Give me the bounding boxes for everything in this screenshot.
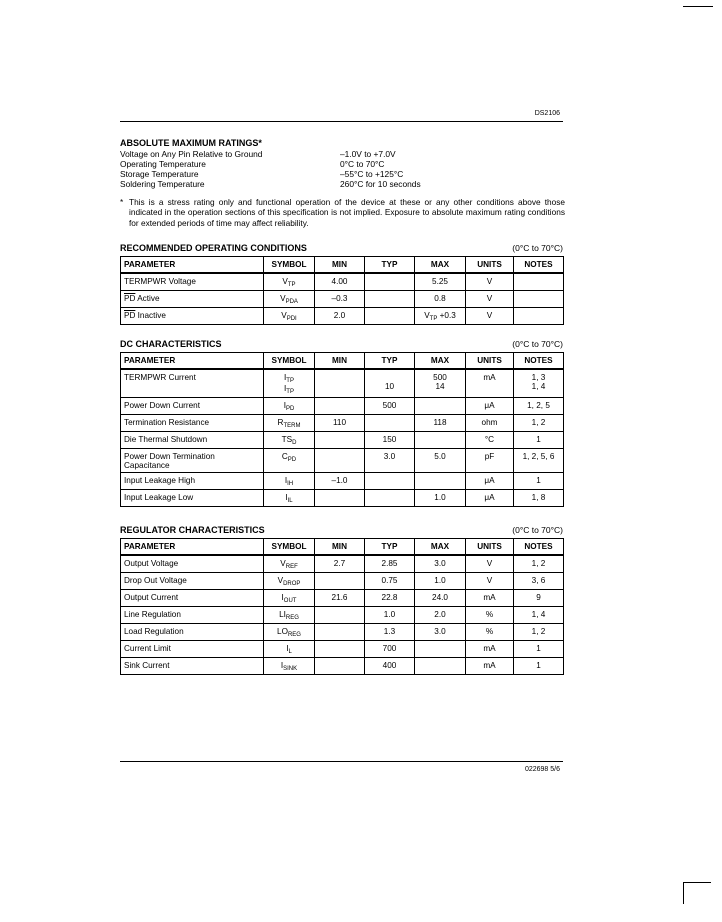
rating-row [120, 179, 520, 189]
cell-units: ohm [466, 415, 514, 432]
cell-max: 5.25 [415, 273, 466, 291]
col-typ: TYP [365, 353, 415, 370]
col-typ: TYP [365, 257, 415, 274]
cell-units: pF [466, 449, 514, 473]
col-max: MAX [415, 353, 466, 370]
table-row [121, 291, 564, 308]
footer-rule [120, 761, 563, 762]
cell-min [315, 449, 365, 473]
cell-symbol: $I_{PD}$ [264, 398, 315, 415]
cell-symbol: $V_{TP}$ [264, 273, 315, 291]
cell-min [315, 658, 365, 675]
cell-parameter: Line Regulation [121, 607, 264, 624]
cell-notes: 1, 2, 5, 6 [514, 449, 564, 473]
cell-max [415, 398, 466, 415]
table-row [121, 624, 564, 641]
cell-units: mA [466, 641, 514, 658]
col-parameter: PARAMETER [121, 353, 264, 370]
rating-label: Storage Temperature [120, 169, 199, 179]
table-row [121, 398, 564, 415]
dc-title: DC CHARACTERISTICS [120, 339, 222, 349]
cell-parameter: Output Current [121, 590, 264, 607]
cell-units: % [466, 624, 514, 641]
table-header-row [121, 257, 564, 274]
cell-units: μA [466, 398, 514, 415]
cell-units: V [466, 308, 514, 325]
cell-min: –0.3 [315, 291, 365, 308]
cell-units: mA [466, 590, 514, 607]
table-row [121, 369, 564, 398]
cell-max [415, 641, 466, 658]
cell-parameter: Load Regulation [121, 624, 264, 641]
cell-units: V [466, 273, 514, 291]
cell-min: 2.7 [315, 555, 365, 573]
dc-table [120, 352, 564, 507]
cell-symbol: $LI_{REG}$ [264, 607, 315, 624]
rating-row [120, 169, 520, 179]
col-notes: NOTES [514, 539, 564, 556]
cell-typ: 2.85 [365, 555, 415, 573]
cell-min [315, 432, 365, 449]
cell-units: V [466, 573, 514, 590]
cell-min [315, 641, 365, 658]
col-parameter: PARAMETER [121, 257, 264, 274]
cell-symbol: $I_{IL}$ [264, 490, 315, 507]
col-symbol: SYMBOL [264, 353, 315, 370]
dc-condition: (0°C to 70°C) [512, 339, 563, 349]
cell-max: $V_{TP} +0.3$ [415, 308, 466, 325]
table-row [121, 473, 564, 490]
cell-parameter: TERMPWR Current [121, 369, 264, 398]
cell-symbol: $TS_D$ [264, 432, 315, 449]
col-parameter: PARAMETER [121, 539, 264, 556]
cell-min [315, 607, 365, 624]
crop-mark-top-right [683, 6, 713, 7]
cell-typ: 500 [365, 398, 415, 415]
cell-typ: 22.8 [365, 590, 415, 607]
col-notes: NOTES [514, 353, 564, 370]
cell-min: 2.0 [315, 308, 365, 325]
col-min: MIN [315, 353, 365, 370]
cell-min: –1.0 [315, 473, 365, 490]
rating-value: –55°C to +125°C [340, 169, 404, 179]
table-row [121, 432, 564, 449]
reg-condition: (0°C to 70°C) [512, 525, 563, 535]
col-units: UNITS [466, 353, 514, 370]
table-row [121, 590, 564, 607]
cell-units: °C [466, 432, 514, 449]
cell-notes: 1 [514, 658, 564, 675]
cell-symbol: $V_{PDA}$ [264, 291, 315, 308]
cell-symbol: $V_{DROP}$ [264, 573, 315, 590]
cell-notes: 1 [514, 641, 564, 658]
abs-max-ratings [120, 149, 520, 189]
cell-typ: 1.3 [365, 624, 415, 641]
cell-units: μA [466, 473, 514, 490]
cell-max: 3.0 [415, 624, 466, 641]
rating-value: –1.0V to +7.0V [340, 149, 396, 159]
cell-min [315, 573, 365, 590]
cell-typ [365, 415, 415, 432]
col-symbol: SYMBOL [264, 539, 315, 556]
cell-parameter: Current Limit [121, 641, 264, 658]
cell-symbol: $R_{TERM}$ [264, 415, 315, 432]
cell-min [315, 398, 365, 415]
col-max: MAX [415, 257, 466, 274]
cell-notes: 1, 4 [514, 607, 564, 624]
table-row [121, 415, 564, 432]
col-min: MIN [315, 539, 365, 556]
cell-min: 4.00 [315, 273, 365, 291]
cell-max: 5.0 [415, 449, 466, 473]
note-text: This is a stress rating only and functional operation of the device at these or any other conditions above those indicated in the operation sections of this specification is not implied. Exposure to absolute maximum rating conditions for extended periods of time may affect reliability. [129, 197, 565, 228]
cell-typ: 400 [365, 658, 415, 675]
cell-notes [514, 273, 564, 291]
header-doc-code: DS2106 [534, 110, 560, 117]
col-symbol: SYMBOL [264, 257, 315, 274]
cell-notes [514, 291, 564, 308]
cell-typ [365, 490, 415, 507]
cell-symbol: $V_{REF}$ [264, 555, 315, 573]
table-row [121, 273, 564, 291]
rating-row [120, 159, 520, 169]
footer-code: 022698 5/6 [524, 766, 560, 773]
reg-title: REGULATOR CHARACTERISTICS [120, 525, 265, 535]
table-row [121, 449, 564, 473]
table-header-row [121, 353, 564, 370]
table-row [121, 641, 564, 658]
cell-symbol: $I_L$ [264, 641, 315, 658]
cell-typ [365, 273, 415, 291]
cell-units: V [466, 555, 514, 573]
table-row [121, 658, 564, 675]
cell-notes: 1, 2 [514, 415, 564, 432]
cell-symbol: $I_{IH}$ [264, 473, 315, 490]
cell-units: μA [466, 490, 514, 507]
cell-units: V [466, 291, 514, 308]
table-row [121, 308, 564, 325]
cell-notes: 1, 2, 5 [514, 398, 564, 415]
cell-typ: 150 [365, 432, 415, 449]
rating-label: Soldering Temperature [120, 179, 205, 189]
col-max: MAX [415, 539, 466, 556]
table-row [121, 555, 564, 573]
col-min: MIN [315, 257, 365, 274]
col-typ: TYP [365, 539, 415, 556]
cell-min [315, 369, 365, 398]
cell-max: 0.8 [415, 291, 466, 308]
cell-typ: 3.0 [365, 449, 415, 473]
cell-symbol: $C_{PD}$ [264, 449, 315, 473]
cell-max [415, 658, 466, 675]
cell-typ [365, 473, 415, 490]
cell-max [415, 432, 466, 449]
cell-notes: 1, 2 [514, 624, 564, 641]
cell-symbol: $V_{PDI}$ [264, 308, 315, 325]
cell-typ [365, 291, 415, 308]
cell-parameter: Termination Resistance [121, 415, 264, 432]
cell-parameter: Sink Current [121, 658, 264, 675]
cell-symbol: $I_{TP}$ $I_{TP}$ [264, 369, 315, 398]
cell-min [315, 624, 365, 641]
cell-typ: 700 [365, 641, 415, 658]
cell-symbol: $I_{OUT}$ [264, 590, 315, 607]
cell-typ: 1.0 [365, 607, 415, 624]
rating-row [120, 149, 520, 159]
table-header-row [121, 539, 564, 556]
cell-parameter: TERMPWR Voltage [121, 273, 264, 291]
dc-section [120, 339, 563, 507]
cell-parameter: $\overline{PD}$ Active [121, 291, 264, 308]
cell-symbol: $LO_{REG}$ [264, 624, 315, 641]
cell-parameter: Drop Out Voltage [121, 573, 264, 590]
crop-mark-bottom-right-horizontal [683, 882, 711, 883]
cell-notes: 1 [514, 473, 564, 490]
note-asterisk: * [120, 197, 124, 207]
rating-label: Voltage on Any Pin Relative to Ground [120, 149, 263, 159]
table-row [121, 490, 564, 507]
reg-section [120, 525, 563, 675]
cell-parameter: Power Down Termination Capacitance [121, 449, 264, 473]
cell-max: 500 14 [415, 369, 466, 398]
abs-max-title: ABSOLUTE MAXIMUM RATINGS* [120, 138, 262, 148]
cell-min [315, 490, 365, 507]
cell-units: % [466, 607, 514, 624]
cell-parameter: Die Thermal Shutdown [121, 432, 264, 449]
header-rule [120, 121, 563, 122]
cell-parameter: Power Down Current [121, 398, 264, 415]
stress-rating-note [120, 197, 565, 228]
cell-notes: 3, 6 [514, 573, 564, 590]
roc-condition: (0°C to 70°C) [512, 243, 563, 253]
rating-value: 0°C to 70°C [340, 159, 385, 169]
table-row [121, 573, 564, 590]
col-units: UNITS [466, 539, 514, 556]
cell-typ [365, 308, 415, 325]
col-units: UNITS [466, 257, 514, 274]
cell-symbol: $I_{SINK}$ [264, 658, 315, 675]
cell-max [415, 473, 466, 490]
crop-mark-bottom-right-vertical [683, 882, 684, 904]
rating-value: 260°C for 10 seconds [340, 179, 421, 189]
cell-max: 1.0 [415, 490, 466, 507]
cell-parameter: Input Leakage High [121, 473, 264, 490]
cell-parameter: $\overline{PD}$ Inactive [121, 308, 264, 325]
cell-max: 1.0 [415, 573, 466, 590]
cell-parameter: Output Voltage [121, 555, 264, 573]
rating-label: Operating Temperature [120, 159, 206, 169]
cell-units: mA [466, 658, 514, 675]
cell-units: mA [466, 369, 514, 398]
cell-notes [514, 308, 564, 325]
cell-parameter: Input Leakage Low [121, 490, 264, 507]
roc-table [120, 256, 564, 325]
cell-typ: 0.75 [365, 573, 415, 590]
cell-typ: 10 [365, 369, 415, 398]
cell-notes: 9 [514, 590, 564, 607]
cell-max: 3.0 [415, 555, 466, 573]
roc-section [120, 243, 563, 325]
col-notes: NOTES [514, 257, 564, 274]
table-row [121, 607, 564, 624]
cell-notes: 1, 2 [514, 555, 564, 573]
cell-max: 118 [415, 415, 466, 432]
cell-min: 21.6 [315, 590, 365, 607]
cell-notes: 1 [514, 432, 564, 449]
cell-notes: 1, 3 1, 4 [514, 369, 564, 398]
cell-min: 110 [315, 415, 365, 432]
roc-title: RECOMMENDED OPERATING CONDITIONS [120, 243, 307, 253]
cell-notes: 1, 8 [514, 490, 564, 507]
cell-max: 24.0 [415, 590, 466, 607]
cell-max: 2.0 [415, 607, 466, 624]
reg-table [120, 538, 564, 675]
